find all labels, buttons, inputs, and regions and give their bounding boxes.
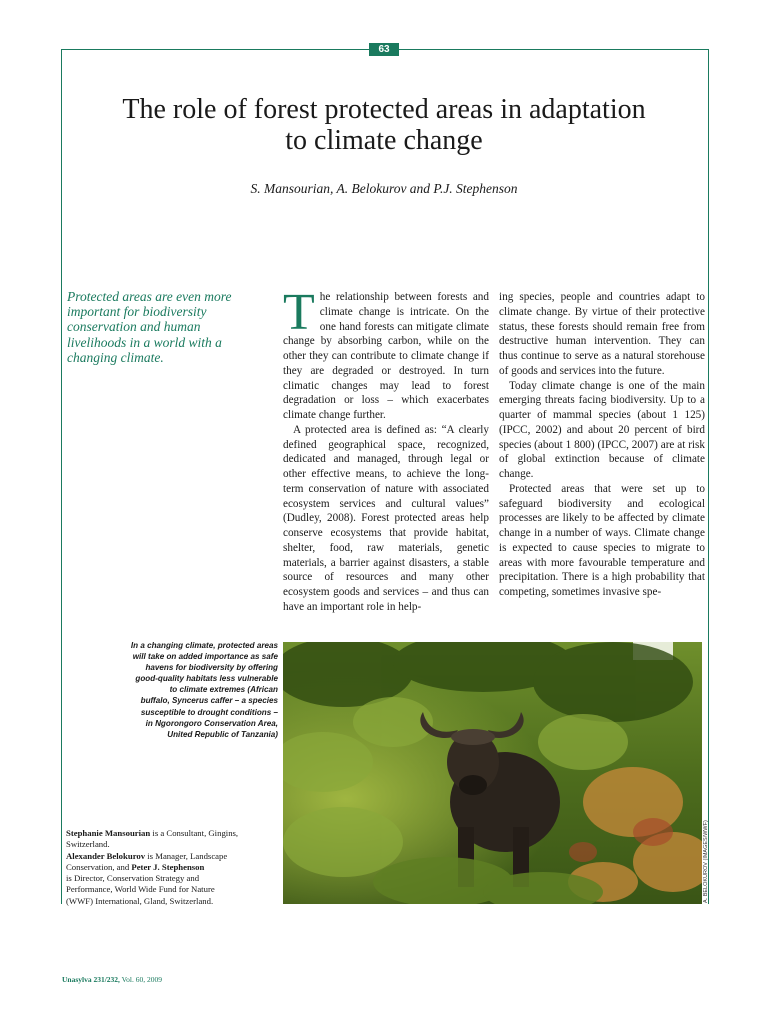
body-column-2 xyxy=(499,290,705,600)
article-authors: S. Mansourian, A. Belokurov and P.J. Stephenson xyxy=(250,181,518,196)
title-line-2: to climate change xyxy=(285,125,483,156)
pullquote-line: Protected areas are even more xyxy=(67,289,232,304)
bio-text: Conservation, and xyxy=(66,861,132,872)
paragraph-text: he relationship between forests and climate change is intricate. On the one hand forests can mitigate climate change by absorbing carbon, while on the other they can contribute to climate change if they are degraded or destroyed. In turn climatic changes may lead to forest degradation or loss – which exacerbates climate change further. xyxy=(283,291,489,421)
bio-line: Performance, World Wide Fund for Nature xyxy=(66,884,215,895)
author-bios xyxy=(66,828,281,907)
pullquote-line: important for biodiversity xyxy=(67,304,207,320)
paragraph: Today climate change is one of the main emerging threats facing biodiversity. Up to a quarter of mammal species (about 1 125) (IPCC, 2002) and about 20 percent of bird species (about 1 800) (IPCC, 2007) are at risk of global extinction because of climate change. xyxy=(499,379,705,480)
caption-line: to climate extremes (African xyxy=(169,685,278,695)
caption-line: good-quality habitats less vulnerable xyxy=(135,674,278,684)
paragraph: Protected areas that were set up to safeguard biodiversity and ecological processes are likely to be affected by climate change in a number of ways. Climate change is expected to cause species to migrate to areas with more favourable temperature and precipitation. There is a high probability that competing, sometimes invasive spe- xyxy=(499,482,705,598)
bio-name: Alexander Belokurov xyxy=(66,850,146,861)
frame-right xyxy=(708,49,709,904)
bio-name: Peter J. Stephenson xyxy=(131,861,205,872)
bio-line xyxy=(66,851,281,862)
bio-text: is Manager, Landscape xyxy=(145,850,228,861)
body-column-1 xyxy=(283,284,489,615)
buffalo-photo-illustration xyxy=(283,642,702,904)
paragraph: A protected area is defined as: “A clearly defined geographical space, recognized, dedicated and managed, through legal or other effective means, to achieve the long-term conservation of nature with associated ecosystem services and cultural values” (Dudley, 2008). Forest protected areas help conserve ecosystems that provide habitat, shelter, food, raw materials, genetic materials, a barrier against disasters, a stable source of resources and many other ecosystem goods and services – and thus can have an important role in help- xyxy=(283,423,489,613)
bio-line: (WWF) International, Gland, Switzerland. xyxy=(66,895,214,906)
bio-line xyxy=(66,828,281,839)
title-line-1: The role of forest protected areas in adaptation xyxy=(122,94,646,125)
caption-line: United Republic of Tanzania) xyxy=(167,729,278,739)
bio-line: Switzerland. xyxy=(66,839,110,850)
pullquote-line: changing climate. xyxy=(67,349,164,365)
caption-line: havens for biodiversity by offering xyxy=(145,663,278,673)
journal-volume: Vol. 60, 2009 xyxy=(119,975,162,984)
photo-caption xyxy=(96,640,278,740)
bio-line xyxy=(66,862,281,873)
paragraph: ing species, people and countries adapt to climate change. By virtue of their protective status, these forests should remain free from destructive human intervention. They can thus continue to serve as a natural storehouse of goods and services into the future. xyxy=(499,291,705,377)
buffalo-photo xyxy=(283,642,702,904)
bio-line: is Director, Conservation Strategy and xyxy=(66,873,200,884)
caption-line: susceptible to drought conditions – xyxy=(140,707,278,717)
pull-quote xyxy=(67,289,257,365)
caption-line: buffalo, Syncerus caffer – a species xyxy=(140,696,278,706)
pullquote-line: livelihoods in a world with a xyxy=(67,334,222,350)
bio-text: is a Consultant, Gingins, xyxy=(150,828,239,838)
pullquote-line: conservation and human xyxy=(67,319,201,335)
caption-line: will take on added importance as safe xyxy=(132,652,278,662)
paragraph xyxy=(283,284,489,423)
caption-line: In a changing climate, protected areas xyxy=(130,641,278,650)
frame-left xyxy=(61,49,62,904)
article-title xyxy=(70,94,698,156)
drop-cap: T xyxy=(283,284,315,341)
page-number-badge: 63 xyxy=(369,43,399,56)
journal-footer xyxy=(62,975,162,984)
caption-line: in Ngorongoro Conservation Area, xyxy=(145,718,278,728)
photo-credit-text: A. BELOKUROV (IMAGES/WWF) xyxy=(703,820,709,903)
bio-name: Stephanie Mansourian xyxy=(66,828,151,838)
journal-name: Unasylva 231/232, xyxy=(62,975,120,984)
